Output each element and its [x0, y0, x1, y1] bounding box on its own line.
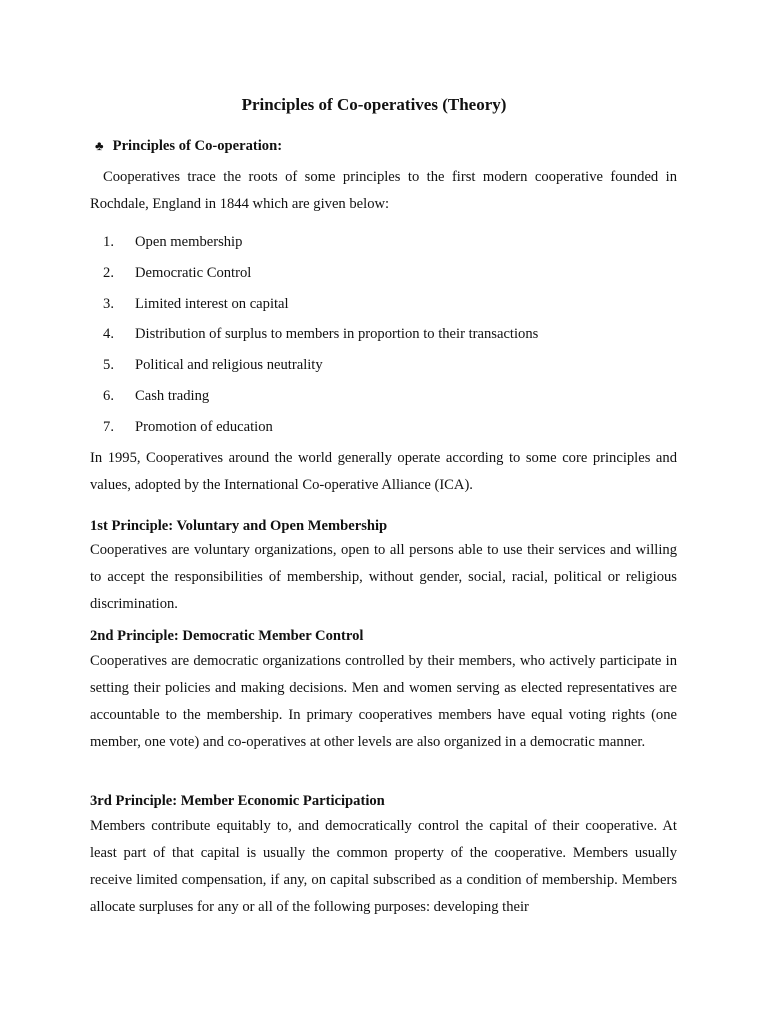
- list-item-number: 7.: [103, 419, 114, 435]
- intro-paragraph: Cooperatives trace the roots of some principles to the first modern cooperative founded in Rochdale, England in 1844 which are given below:: [90, 169, 677, 212]
- list-item-number: 1.: [103, 234, 114, 250]
- principle-3-text: Members contribute equitably to, and democratically control the capital of their cooperative. At least part of that capital is usually the common property of the cooperative. Members usually receive limited compensation, if any, on capital subscribed as a condition of membership. Members allocate surpluses for any or all of the following purposes: developing their: [90, 818, 677, 915]
- list-item: [90, 322, 538, 346]
- principle-2-text: Cooperatives are democratic organizations controlled by their members, who actively participate in setting their policies and making decisions. Men and women serving as elected representatives are accountable to the membership. In primary cooperatives members have equal voting rights (one member, one vote) and co-operatives at other levels are also organized in a democratic manner.: [90, 653, 677, 750]
- ica-paragraph: In 1995, Cooperatives around the world generally operate according to some core principles and values, adopted by the International Co-operative Alliance (ICA).: [90, 450, 677, 493]
- list-item-text: Cash trading: [135, 388, 210, 404]
- section-heading-text: Principles of Co-operation:: [112, 138, 283, 154]
- list-item: [90, 292, 289, 316]
- list-item-text: Promotion of education: [135, 419, 273, 435]
- list-item: [90, 384, 209, 408]
- list-item-number: 5.: [103, 357, 114, 373]
- list-item-number: 6.: [103, 388, 114, 404]
- section-heading: [95, 136, 282, 156]
- list-item: [90, 261, 251, 285]
- list-item-number: 2.: [103, 265, 114, 281]
- list-item-text: Democratic Control: [135, 265, 252, 281]
- principle-2-heading: 2nd Principle: Democratic Member Control: [90, 628, 364, 644]
- list-item-number: 4.: [103, 326, 114, 342]
- list-item-text: Limited interest on capital: [135, 296, 289, 312]
- list-item-text: Political and religious neutrality: [135, 357, 323, 373]
- list-item-text: Open membership: [135, 234, 243, 250]
- club-suit-icon: ♣: [95, 138, 104, 153]
- list-item-number: 3.: [103, 296, 114, 312]
- page-title: Principles of Co-operatives (Theory): [241, 95, 507, 114]
- principle-1-heading: 1st Principle: Voluntary and Open Membership: [90, 518, 388, 534]
- list-item: [90, 353, 323, 377]
- principle-1-text: Cooperatives are voluntary organizations, open to all persons able to use their services and willing to accept the responsibilities of membership, without gender, social, racial, political or religious discrimination.: [90, 542, 677, 612]
- list-item-text: Distribution of surplus to members in proportion to their transactions: [135, 326, 539, 342]
- principle-3-heading: 3rd Principle: Member Economic Participation: [90, 793, 385, 809]
- list-item: [90, 415, 273, 439]
- list-item: [90, 230, 242, 254]
